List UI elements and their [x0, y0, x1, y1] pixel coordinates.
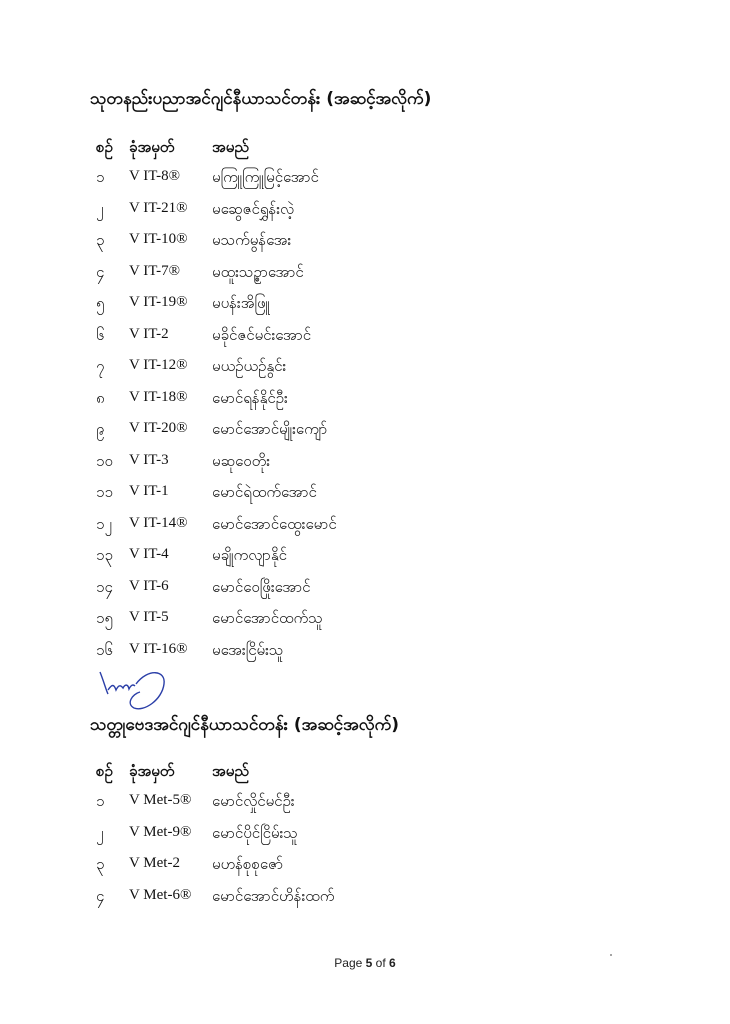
- row-serial-no: ၁: [96, 792, 105, 810]
- row-seat-no: V IT-3: [129, 451, 169, 468]
- row-name: မချိုကလျာနိုင်: [212, 546, 287, 564]
- table-row: [96, 483, 496, 513]
- row-seat-no: V IT-20®: [129, 420, 188, 436]
- header-name: အမည်: [212, 138, 249, 156]
- row-seat-no: V Met-6®: [129, 886, 192, 903]
- row-seat-no: V IT-21®: [129, 199, 188, 216]
- row-serial-no: ၄: [96, 262, 105, 281]
- row-seat-no: V Met-5®: [129, 792, 192, 808]
- row-seat-no: V IT-7®: [129, 262, 180, 279]
- row-seat-no: V IT-1: [129, 483, 169, 499]
- row-name: မောင်ရဲထက်အောင်: [212, 483, 317, 501]
- row-seat-no: V IT-5: [129, 609, 169, 625]
- section-title-met: သတ္တုဗေဒအင်ဂျင်နီယာသင်တန်း (အဆင့်အလိုက်): [90, 715, 400, 735]
- row-name: မဟန်စုစုဇော်: [212, 855, 284, 873]
- table-row: [96, 609, 496, 639]
- table-row: [96, 452, 496, 482]
- section-title-it: သုတနည်းပညာအင်ဂျင်နီယာသင်တန်း (အဆင့်အလိုက်): [90, 89, 432, 109]
- row-serial-no: ၃: [96, 855, 105, 873]
- table-row: [96, 389, 496, 419]
- table-row: [96, 200, 496, 230]
- row-name: မယဉ်ယဉ်နွင်း: [212, 357, 287, 375]
- table-row: [96, 546, 496, 576]
- row-seat-no: V IT-6: [129, 577, 169, 594]
- row-name: မကြူကြူမြင့်အောင်: [212, 168, 319, 186]
- table-row: [96, 294, 496, 324]
- row-seat-no: V Met-2: [129, 855, 180, 871]
- row-name: မောင်အောင်ထက်သူ: [212, 609, 323, 627]
- table-row: [96, 578, 496, 608]
- row-seat-no: V IT-16®: [129, 640, 188, 657]
- row-seat-no: V IT-8®: [129, 168, 180, 184]
- row-serial-no: ၂: [96, 823, 104, 842]
- row-name: မောင်လှိုင်မင်ဦး: [212, 792, 295, 810]
- row-name: မထူးသဥ္စာအောင်: [212, 262, 304, 281]
- header-serial-no: စဥ်: [96, 138, 113, 156]
- row-name: မောင်အောင်ထွေးမောင်: [212, 514, 337, 533]
- row-name: မသက်မွန်အေး: [212, 231, 292, 249]
- table-header-it: [96, 138, 496, 164]
- table-row: [96, 792, 496, 822]
- footer-current-page: 5: [365, 956, 373, 970]
- table-row: [96, 357, 496, 387]
- row-seat-no: V IT-18®: [129, 388, 188, 405]
- header-name: အမည်: [212, 762, 249, 780]
- row-serial-no: ၁၂: [96, 514, 112, 533]
- row-seat-no: V IT-10®: [129, 231, 188, 247]
- row-name: မဆုဝေတိုး: [212, 451, 271, 470]
- row-name: မောင်ဝေဖြိုးအောင်: [212, 577, 311, 596]
- row-serial-no: ၁၄: [96, 577, 113, 596]
- row-serial-no: ၁၁: [96, 483, 113, 501]
- row-seat-no: V IT-19®: [129, 294, 188, 310]
- table-row: [96, 420, 496, 450]
- header-seat-no: ခုံအမှတ်: [129, 762, 175, 780]
- row-serial-no: ၅: [96, 294, 105, 312]
- table-header-met: [96, 762, 496, 788]
- row-serial-no: ၆: [96, 325, 105, 344]
- row-seat-no: V IT-4: [129, 546, 169, 562]
- row-serial-no: ၉: [96, 420, 105, 438]
- row-seat-no: V IT-2: [129, 325, 169, 342]
- row-serial-no: ၁၀: [96, 451, 113, 470]
- row-serial-no: ၄: [96, 886, 105, 905]
- table-row: [96, 326, 496, 356]
- row-name: မောင်အောင်မျိုးကျော်: [212, 420, 328, 438]
- table-row: [96, 168, 496, 198]
- table-row: [96, 855, 496, 885]
- row-serial-no: ၁၃: [96, 546, 113, 564]
- row-serial-no: ၂: [96, 199, 104, 218]
- table-row: [96, 231, 496, 261]
- row-name: မဆွေဇင်ရွှန်းလဲ့: [212, 199, 295, 218]
- row-name: မအေးငြိမ်းသူ: [212, 640, 284, 659]
- footer-middle: of: [372, 956, 390, 970]
- row-serial-no: ၁၆: [96, 640, 113, 659]
- footer-prefix: Page: [334, 956, 366, 970]
- row-serial-no: ၃: [96, 231, 105, 249]
- row-serial-no: ၁၅: [96, 609, 113, 627]
- row-seat-no: V IT-14®: [129, 514, 188, 531]
- header-seat-no: ခုံအမှတ်: [129, 138, 175, 156]
- table-row: [96, 824, 496, 854]
- table-row: [96, 887, 496, 917]
- table-row: [96, 515, 496, 545]
- footer-total-pages: 6: [389, 956, 396, 970]
- row-serial-no: ၈: [96, 388, 105, 407]
- row-name: မောင်ရန်နိုင်ဦး: [212, 388, 288, 407]
- row-serial-no: ၇: [96, 357, 105, 375]
- row-name: မခိုင်ဇင်မင်းအောင်: [212, 325, 312, 344]
- signature-mark: [96, 660, 176, 716]
- page-footer: [0, 956, 730, 970]
- row-name: မောင်ပိုင်ငြိမ်းသူ: [212, 823, 298, 842]
- header-serial-no: စဥ်: [96, 762, 113, 780]
- row-seat-no: V IT-12®: [129, 357, 188, 373]
- row-seat-no: V Met-9®: [129, 823, 192, 840]
- row-name: မပန်းအိဖြူ: [212, 294, 270, 312]
- row-name: မောင်အောင်ဟိန်းထက်: [212, 886, 335, 905]
- table-row: [96, 263, 496, 293]
- row-serial-no: ၁: [96, 168, 105, 186]
